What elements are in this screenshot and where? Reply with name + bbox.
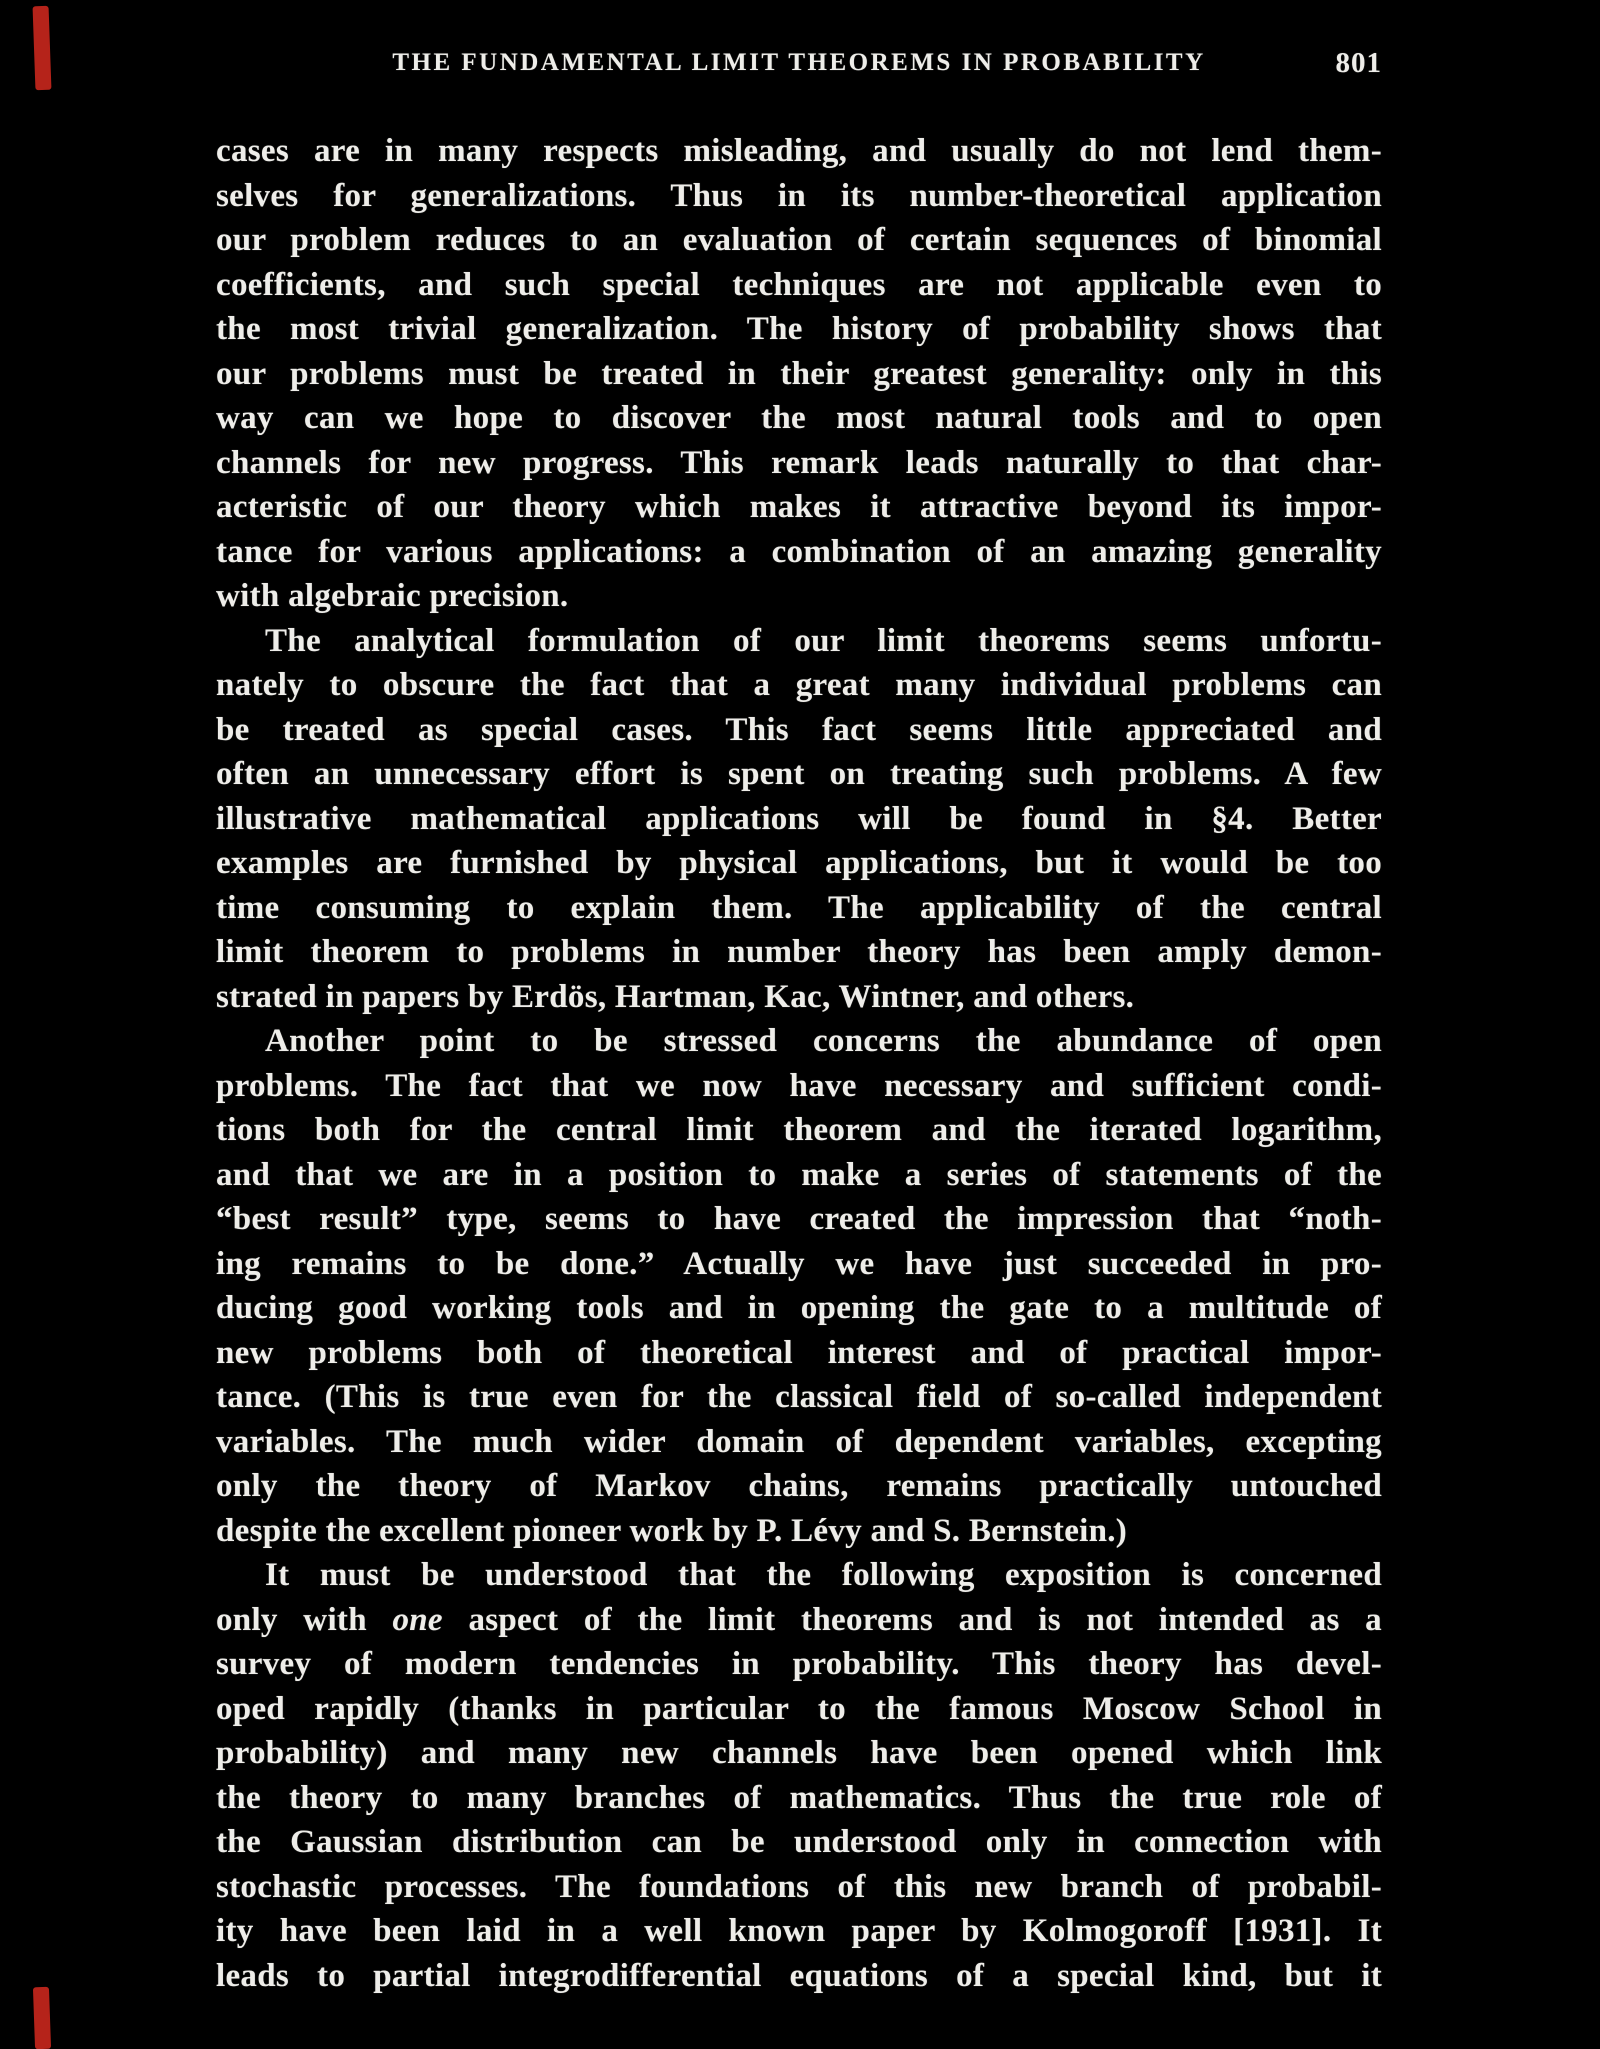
text-line: the theory to many branches of mathematics. Thus the true role of bbox=[216, 1779, 1382, 1816]
body-text bbox=[216, 129, 1382, 1998]
text-line: new problems both of theoretical interest and of practical impor- bbox=[216, 1334, 1382, 1371]
text-line: despite the excellent pioneer work by P. Lévy and S. Bernstein.) bbox=[216, 1512, 1128, 1549]
text-line: with algebraic precision. bbox=[216, 578, 569, 614]
text-line: coefficients, and such special techniques are not applicable even to bbox=[216, 266, 1382, 303]
page-number: 801 bbox=[1335, 47, 1382, 79]
text-line: oped rapidly (thanks in particular to the famous Moscow School in bbox=[216, 1690, 1382, 1727]
text-line: often an unnecessary effort is spent on treating such problems. A few bbox=[216, 756, 1382, 792]
text-line: and that we are in a position to make a series of statements of the bbox=[216, 1156, 1382, 1193]
text-line: Another point to be stressed concerns the abundance of open bbox=[265, 1023, 1382, 1059]
text-line: selves for generalizations. Thus in its number-theoretical application bbox=[216, 177, 1382, 214]
text-line: problems. The fact that we now have necessary and sufficient condi- bbox=[216, 1067, 1382, 1104]
text-line: ducing good working tools and in opening the gate to a multitude of bbox=[216, 1290, 1382, 1326]
running-header bbox=[216, 46, 1382, 80]
text-line: “best result” type, seems to have created the impression that “noth- bbox=[216, 1201, 1382, 1237]
text-line: variables. The much wider domain of dependent variables, excepting bbox=[216, 1423, 1382, 1460]
text-line: strated in papers by Erdös, Hartman, Kac, Wintner, and others. bbox=[216, 978, 1135, 1015]
scan-artifact-red-mark-top bbox=[33, 6, 52, 91]
text-line: the Gaussian distribution can be understood only in connection with bbox=[216, 1824, 1382, 1860]
text-line: channels for new progress. This remark leads naturally to that char- bbox=[216, 444, 1382, 481]
text-line: tions both for the central limit theorem and the iterated logarithm, bbox=[216, 1112, 1382, 1148]
text-line: our problem reduces to an evaluation of certain sequences of binomial bbox=[216, 222, 1382, 258]
text-line: survey of modern tendencies in probability. This theory has devel- bbox=[216, 1646, 1382, 1682]
text-line: examples are furnished by physical applications, but it would be too bbox=[216, 845, 1382, 881]
text-line: tance for various applications: a combination of an amazing generality bbox=[216, 533, 1382, 570]
scan-artifact-red-mark-bottom bbox=[33, 1987, 51, 2049]
text-line: the most trivial generalization. The history of probability shows that bbox=[216, 311, 1382, 347]
text-line: stochastic processes. The foundations of this new branch of probabil- bbox=[216, 1868, 1382, 1905]
text-line: ity have been laid in a well known paper by Kolmogoroff [1931]. It bbox=[216, 1913, 1382, 1949]
text-line: nately to obscure the fact that a great many individual problems can bbox=[216, 667, 1382, 703]
text-line: The analytical formulation of our limit theorems seems unfortu- bbox=[265, 622, 1382, 659]
text-line: tance. (This is true even for the classical field of so-called independent bbox=[216, 1379, 1382, 1415]
text-line: limit theorem to problems in number theory has been amply demon- bbox=[216, 934, 1382, 970]
text-line: ing remains to be done.” Actually we have just succeeded in pro- bbox=[216, 1245, 1382, 1282]
page-title: THE FUNDAMENTAL LIMIT THEOREMS IN PROBABILITY bbox=[392, 49, 1206, 76]
text-line: leads to partial integrodifferential equations of a special kind, but it bbox=[216, 1957, 1382, 1994]
text-line: probability) and many new channels have been opened which link bbox=[216, 1735, 1382, 1771]
text-line: illustrative mathematical applications will be found in §4. Better bbox=[216, 800, 1382, 837]
text-line: only the theory of Markov chains, remains practically untouched bbox=[216, 1468, 1382, 1504]
text-line: It must be understood that the following exposition is concerned bbox=[265, 1557, 1382, 1593]
text-line: cases are in many respects misleading, and usually do not lend them- bbox=[216, 133, 1382, 169]
text-line: only with one aspect of the limit theorems and is not intended as a bbox=[216, 1601, 1382, 1638]
text-line: acteristic of our theory which makes it attractive beyond its impor- bbox=[216, 489, 1382, 525]
text-line: way can we hope to discover the most natural tools and to open bbox=[216, 400, 1382, 436]
text-line: time consuming to explain them. The applicability of the central bbox=[216, 889, 1382, 926]
text-line: our problems must be treated in their greatest generality: only in this bbox=[216, 355, 1382, 392]
text-line: be treated as special cases. This fact seems little appreciated and bbox=[216, 711, 1382, 748]
